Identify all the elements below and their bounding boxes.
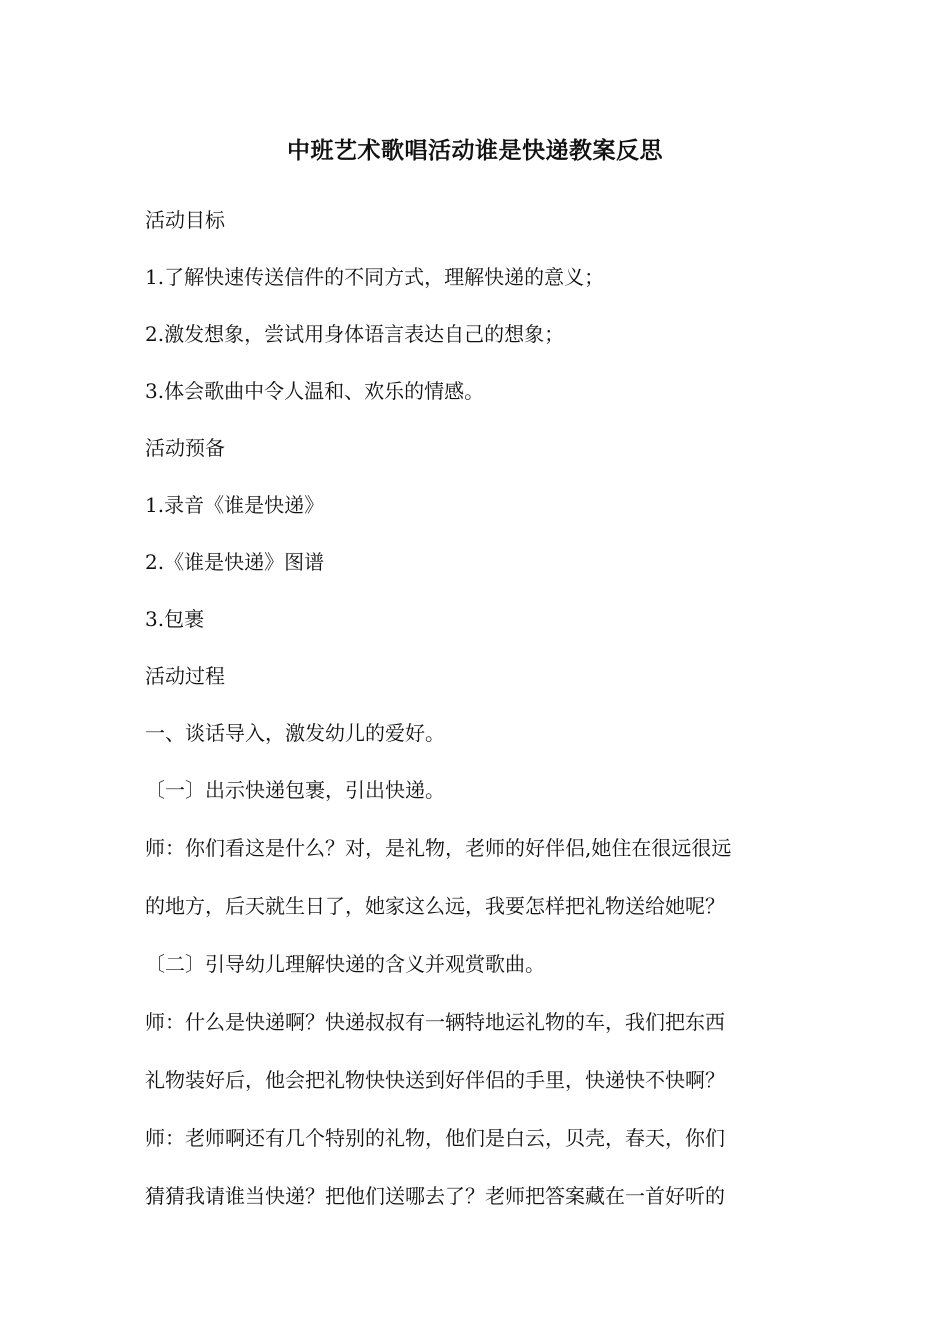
paragraph-line: 3.体会歌曲中令人温和、欢乐的情感。: [145, 379, 485, 403]
document-title: 中班艺术歌唱活动谁是快递教案反思: [287, 137, 663, 164]
paragraph-line: 师：老师啊还有几个特别的礼物，他们是白云，贝壳，春天，你们: [145, 1126, 725, 1150]
paragraph-line: 猜猜我请谁当快递？把他们送哪去了？老师把答案藏在一首好听的: [145, 1184, 725, 1208]
paragraph-line: 2.《谁是快递》图谱: [145, 550, 325, 574]
paragraph-line: 师：你们看这是什么？对，是礼物，老师的好伴侣,她住在很远很远: [145, 836, 732, 860]
paragraph-line: 〔一〕出示快递包裹，引出快递。: [145, 778, 445, 802]
paragraph-line: 的地方，后天就生日了，她家这么远，我要怎样把礼物送给她呢？: [145, 894, 725, 918]
paragraph-line: 〔二〕引导幼儿理解快递的含义并观赏歌曲。: [145, 952, 545, 976]
heading-activity-preparation: 活动预备: [145, 436, 225, 460]
heading-activity-goals: 活动目标: [145, 208, 225, 232]
paragraph-line: 师：什么是快递啊？快递叔叔有一辆特地运礼物的车，我们把东西: [145, 1010, 725, 1034]
paragraph-line: 1.了解快速传送信件的不同方式，理解快递的意义；: [145, 265, 605, 289]
paragraph-line: 礼物装好后，他会把礼物快快送到好伴侣的手里，快递快不快啊？: [145, 1068, 725, 1092]
paragraph-line: 3.包裹: [145, 607, 205, 631]
paragraph-line: 一、谈话导入，激发幼儿的爱好。: [145, 721, 445, 745]
paragraph-line: 1.录音《谁是快递》: [145, 493, 325, 517]
heading-activity-process: 活动过程: [145, 664, 225, 688]
paragraph-line: 2.激发想象，尝试用身体语言表达自己的想象；: [145, 322, 565, 346]
